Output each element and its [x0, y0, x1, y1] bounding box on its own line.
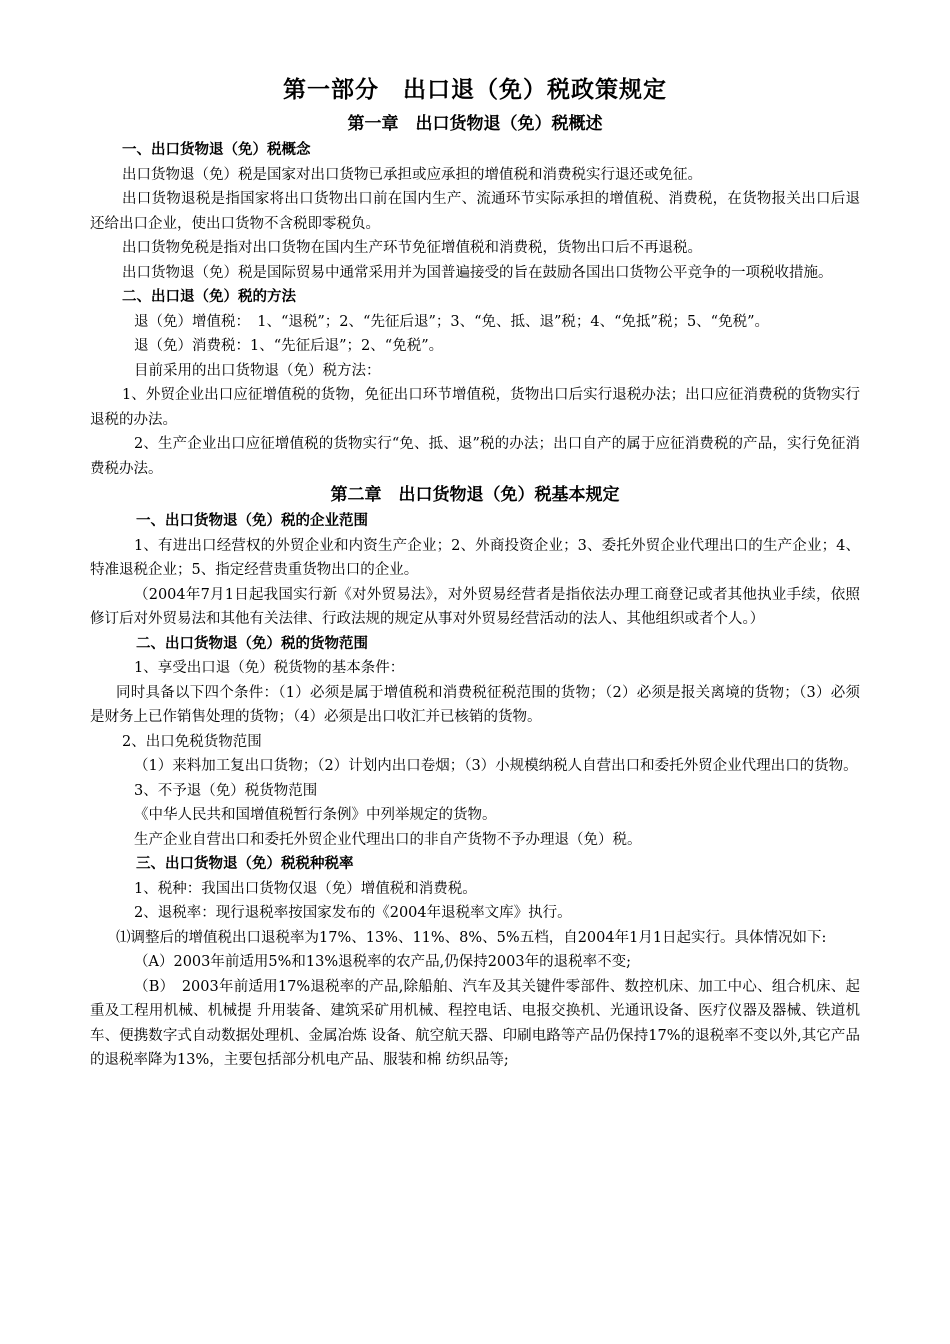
section-heading: 三、出口货物退（免）税税种税率 [136, 856, 354, 872]
chapter-1-title: 第一章 出口货物退（免）税概述 [347, 114, 603, 134]
paragraph: 出口货物退（免）税是国际贸易中通常采用并为国普遍接受的旨在鼓励各国出口货物公平竞争的一项税收措施。 [122, 264, 833, 281]
paragraph: （A）2003年前适用5%和13%退税率的农产品,仍保持2003年的退税率不变; [134, 954, 631, 970]
paragraph: ⑴调整后的增值税出口退税率为17%、13%、11%、8%、5%五档，自2004年1月1日起实行。具体情况如下: [116, 929, 827, 946]
paragraph: 出口货物免税是指对出口货物在国内生产环节免征增值税和消费税，货物出口后不再退税。 [122, 240, 702, 256]
paragraph: 生产企业自营出口和委托外贸企业代理出口的非自产货物不予办理退（免）税。 [134, 831, 642, 848]
chapter-2-title: 第二章 出口货物退（免）税基本规定 [330, 485, 620, 505]
section-heading: 一、出口货物退（免）税概念 [122, 142, 311, 158]
paragraph: 3、不予退（免）税货物范围 [134, 782, 318, 799]
paragraph: 目前采用的出口货物退（免）税方法： [134, 362, 381, 379]
paragraph: 同时具备以下四个条件：（1）必须是属于增值税和消费税征税范围的货物；（2）必须是报关离境的货物；（3）必须是财务上已作销售处理的货物；（4）必须是出口收汇并已核销的货物。 [90, 684, 860, 725]
section-heading: 二、出口退（免）税的方法 [122, 289, 296, 305]
paragraph: 出口货物退（免）税是国家对出口货物已承担或应承担的增值税和消费税实行退还或免征。 [122, 166, 702, 183]
document-title: 第一部分 出口退（免）税政策规定 [283, 77, 667, 103]
paragraph: 《中华人民共和国增值税暂行条例》中列举规定的货物。 [134, 807, 497, 823]
paragraph: （B） 2003年前适用17%退税率的产品,除船舶、汽车及其关键件零部件、数控机床、加工中心、组合机床、起重及工程用机械、机械提 升用装备、建筑采矿用机械、程控电话、电报交换机、光通讯设备、医疗仪器及器械、铁道机车、便携数字式自动数据处理机、金属冶炼 设备、航空航天器、印刷电路等产品仍保持17%的退税率不变以外,其它产品的退税率降为13%，主要包括部分机电产品、服装和棉 纺织品等; [90, 978, 860, 1068]
paragraph: 出口货物退税是指国家将出口货物出口前在国内生产、流通环节实际承担的增值税、消费税，在货物报关出口后退还给出口企业，使出口货物不含税即零税负。 [90, 191, 860, 232]
paragraph: 2、出口免税货物范围 [122, 733, 262, 750]
paragraph: （1）来料加工复出口货物；（2）计划内出口卷烟；（3）小规模纳税人自营出口和委托外贸企业代理出口的货物。 [134, 758, 858, 774]
paragraph: 1、税种：我国出口货物仅退（免）增值税和消费税。 [134, 880, 477, 897]
paragraph: 退（免）增值税： 1、“退税”；2、“先征后退”；3、“免、抵、退”税；4、“免抵”税；5、“免税”。 [134, 313, 770, 330]
paragraph: 2、退税率：现行退税率按国家发布的《2004年退税率文库》执行。 [134, 905, 572, 921]
document-page [90, 70, 860, 1073]
paragraph: 1、有进出口经营权的外贸企业和内资生产企业；2、外商投资企业；3、委托外贸企业代理出口的生产企业；4、特准退税企业；5、指定经营贵重货物出口的企业。 [90, 537, 860, 578]
section-heading: 二、出口货物退（免）税的货物范围 [136, 635, 368, 652]
paragraph: （2004年7月1日起我国实行新《对外贸易法》，对外贸易经营者是指依法办理工商登记或者其他执业手续，依照修订后对外贸易法和其他有关法律、行政法规的规定从事对外贸易经营活动的法人、其他组织或者个人。） [90, 586, 860, 627]
paragraph: 退（免）消费税：1、“先征后退”；2、“免税”。 [134, 338, 444, 354]
paragraph: 1、享受出口退（免）税货物的基本条件： [134, 660, 405, 676]
section-heading: 一、出口货物退（免）税的企业范围 [136, 513, 368, 529]
paragraph: 1、外贸企业出口应征增值税的货物，免征出口环节增值税，货物出口后实行退税办法；出口应征消费税的货物实行退税的办法。 [90, 387, 860, 428]
paragraph: 2、生产企业出口应征增值税的货物实行“免、抵、退”税的办法；出口自产的属于应征消费税的产品，实行免征消费税办法。 [90, 436, 860, 477]
